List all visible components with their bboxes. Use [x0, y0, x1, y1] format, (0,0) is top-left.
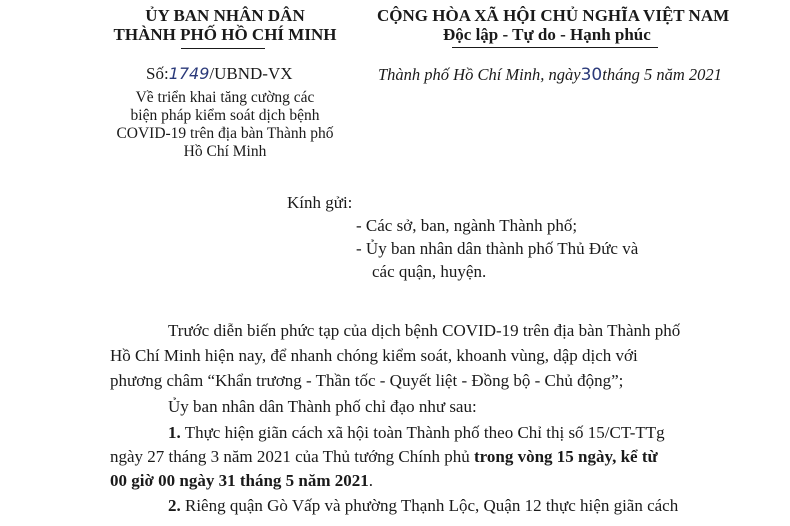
- item-1-line3: [110, 471, 373, 491]
- national-title: CỘNG HÒA XÃ HỘI CHỦ NGHĨA VIỆT NAM: [377, 6, 730, 25]
- recipient-item: - Các sở, ban, ngành Thành phố;: [356, 216, 578, 235]
- item-1-number: 1.: [168, 423, 181, 442]
- item-2-number: 2.: [168, 496, 181, 515]
- subject-line: biện pháp kiểm soát dịch bệnh: [130, 107, 320, 124]
- subject-line: Về triển khai tăng cường các: [135, 89, 315, 106]
- body-paragraph-line: Hồ Chí Minh hiện nay, để nhanh chóng kiểm soát, khoanh vùng, dập dịch với: [110, 346, 638, 365]
- item-1-text: Thực hiện giãn cách xã hội toàn Thành phố theo Chỉ thị số 15/CT-TTg: [180, 423, 665, 442]
- document-number: [146, 64, 293, 84]
- recipient-item: các quận, huyện.: [372, 262, 487, 281]
- body-paragraph-line: phương châm “Khẩn trương - Thần tốc - Quyết liệt - Đồng bộ - Chủ động”;: [110, 371, 624, 390]
- number-prefix: Số:: [146, 64, 169, 83]
- recipient-item: - Ủy ban nhân dân thành phố Thủ Đức và: [356, 239, 639, 258]
- agency-name: ỦY BAN NHÂN DÂN: [145, 6, 305, 25]
- date-prefix: Thành phố Hồ Chí Minh, ngày: [378, 65, 581, 84]
- body-paragraph-line: Trước diễn biến phức tạp của dịch bệnh COVID-19 trên địa bàn Thành phố: [168, 321, 681, 340]
- number-handwritten: 1749: [168, 64, 210, 83]
- body-directive-intro: Ủy ban nhân dân Thành phố chỉ đạo như sau:: [168, 397, 477, 416]
- agency-city: THÀNH PHỐ HỒ CHÍ MINH: [113, 25, 337, 44]
- item-2-text: Riêng quận Gò Vấp và phường Thạnh Lộc, Quận 12 thực hiện giãn cách: [180, 496, 679, 515]
- subject-line: COVID-19 trên địa bàn Thành phố: [116, 125, 334, 142]
- date-day-handwritten: 30: [580, 65, 603, 85]
- header-right-underline: [452, 47, 658, 48]
- date-suffix: tháng 5 năm 2021: [602, 65, 722, 84]
- subject-line: Hồ Chí Minh: [183, 143, 267, 160]
- header-left-underline: [181, 48, 265, 49]
- document-date: [378, 65, 722, 85]
- item-1-line2: [110, 447, 658, 467]
- recipients-label: Kính gửi:: [287, 193, 353, 212]
- item-1-text: ngày 27 tháng 3 năm 2021 của Thủ tướng Chính phủ: [110, 447, 474, 466]
- item-1-text: .: [368, 471, 374, 490]
- number-suffix: /UBND-VX: [209, 64, 293, 83]
- item-1-line1: [168, 423, 665, 443]
- item-1-bold-text: 00 giờ 00 ngày 31 tháng 5 năm 2021: [110, 471, 369, 490]
- item-2-line1: [168, 496, 678, 516]
- national-motto: Độc lập - Tự do - Hạnh phúc: [443, 25, 651, 44]
- document-subject: [105, 89, 345, 161]
- item-1-bold-text: trong vòng 15 ngày, kể từ: [474, 447, 658, 466]
